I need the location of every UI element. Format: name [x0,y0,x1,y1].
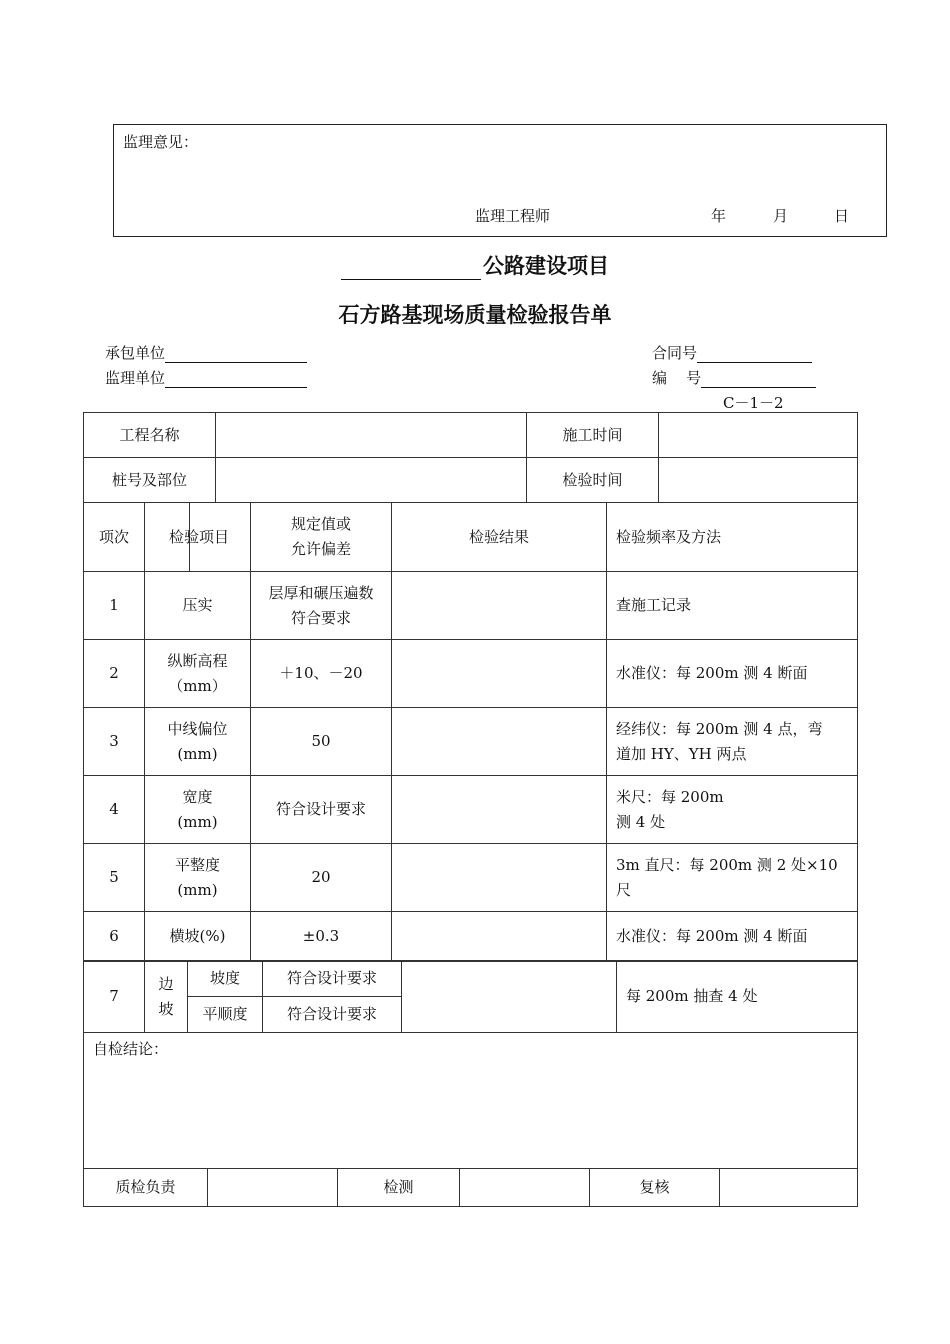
row4-item: 宽度 (mm) [145,776,251,844]
form-code: C－1－2 [723,394,784,412]
supervision-box [113,124,887,237]
row1-result[interactable] [392,572,607,640]
row4-result[interactable] [392,776,607,844]
row3-result[interactable] [392,708,607,776]
project-title-text: 公路建设项目 [483,254,609,278]
info-table [83,412,858,503]
row5-item: 平整度 (mm) [145,844,251,912]
table-header-row [84,503,858,572]
review-label: 复核 [590,1169,720,1207]
row5-spec: 20 [251,844,392,912]
row2-spec: ＋10、－20 [251,640,392,708]
project-name-blank[interactable] [341,255,481,280]
row7-sub1-item: 坡度 [188,961,263,997]
table-row [84,776,858,844]
serial-no-label: 编 号 [652,369,702,387]
row3-no: 3 [84,708,145,776]
row6-item: 横坡(%) [145,912,251,962]
row2-result[interactable] [392,640,607,708]
header-result: 检验结果 [392,503,607,572]
row6-method: 水准仪：每 200m 测 4 断面 [607,912,858,962]
row2-no: 2 [84,640,145,708]
month-label: 月 [773,207,789,225]
row7-group: 边 坡 [145,961,188,1033]
row2-item: 纵断高程 （mm） [145,640,251,708]
contract-no-field [652,342,812,363]
row7-result[interactable] [402,961,617,1033]
row7-sub1-spec: 符合设计要求 [263,961,402,997]
row4-no: 4 [84,776,145,844]
table-row [84,572,858,640]
row5-result[interactable] [392,844,607,912]
supervisor-unit-input-line[interactable] [165,371,307,388]
row3-spec: 50 [251,708,392,776]
construction-time-value[interactable] [659,413,858,458]
supervision-engineer-label: 监理工程师 [475,207,551,225]
report-title: 石方路基现场质量检验报告单 [338,303,612,327]
inspection-table [83,502,858,962]
table-row [84,961,858,997]
table-row [84,912,858,962]
header-spec-line1: 规定值或 [290,515,351,533]
quality-lead-label: 质检负责 [84,1169,208,1207]
year-label: 年 [711,207,727,225]
contractor-label: 承包单位 [105,344,166,362]
self-check-table [83,1032,858,1169]
inspection-time-label: 检验时间 [527,458,659,503]
row3-method: 经纬仪：每 200m 测 4 点，弯 道加 HY、YH 两点 [607,708,858,776]
supervision-opinion-label: 监理意见： [123,133,199,151]
contractor-input-line[interactable] [165,346,307,363]
row5-no: 5 [84,844,145,912]
header-method: 检验频率及方法 [607,503,858,572]
signature-table [83,1168,858,1207]
header-spec-line2: 允许偏差 [290,540,351,558]
row6-no: 6 [84,912,145,962]
contract-no-label: 合同号 [652,344,698,362]
test-value[interactable] [460,1169,590,1207]
row1-method: 查施工记录 [607,572,858,640]
row6-spec: ±0.3 [251,912,392,962]
row1-item: 压实 [145,572,251,640]
contractor-field [105,342,307,363]
inspection-time-value[interactable] [659,458,858,503]
project-title [0,250,950,280]
row7-sub2-spec: 符合设计要求 [263,997,402,1033]
self-check-label: 自检结论： [93,1040,169,1058]
quality-lead-value[interactable] [208,1169,338,1207]
row1-no: 1 [84,572,145,640]
row2-method: 水准仪：每 200m 测 4 断面 [607,640,858,708]
table-row [84,640,858,708]
row6-result[interactable] [392,912,607,962]
contract-no-input-line[interactable] [697,346,812,363]
construction-time-label: 施工时间 [527,413,659,458]
row3-item: 中线偏位 (mm) [145,708,251,776]
day-label: 日 [834,207,850,225]
header-no: 项次 [84,503,145,572]
table-row [84,708,858,776]
row7-no: 7 [84,961,145,1033]
row5-method: 3m 直尺：每 200m 测 2 处×10 尺 [607,844,858,912]
supervisor-unit-field [105,367,307,388]
row4-spec: 符合设计要求 [251,776,392,844]
row4-method: 米尺：每 200m 测 4 处 [607,776,858,844]
supervisor-unit-label: 监理单位 [105,369,166,387]
serial-no-input-line[interactable] [701,371,816,388]
header-spec [251,503,392,572]
project-name-value[interactable] [216,413,527,458]
row1-spec: 层厚和碾压遍数 符合要求 [251,572,392,640]
station-label: 桩号及部位 [84,458,216,503]
station-value[interactable] [216,458,527,503]
review-value[interactable] [720,1169,858,1207]
self-check-area[interactable] [84,1033,858,1169]
project-name-label: 工程名称 [84,413,216,458]
serial-no-field [652,367,816,388]
row7-method: 每 200m 抽查 4 处 [617,961,858,1033]
header-item: 检验项目 [190,503,251,572]
table-row [84,844,858,912]
slope-table [83,960,858,1033]
test-label: 检测 [338,1169,460,1207]
row7-sub2-item: 平顺度 [188,997,263,1033]
